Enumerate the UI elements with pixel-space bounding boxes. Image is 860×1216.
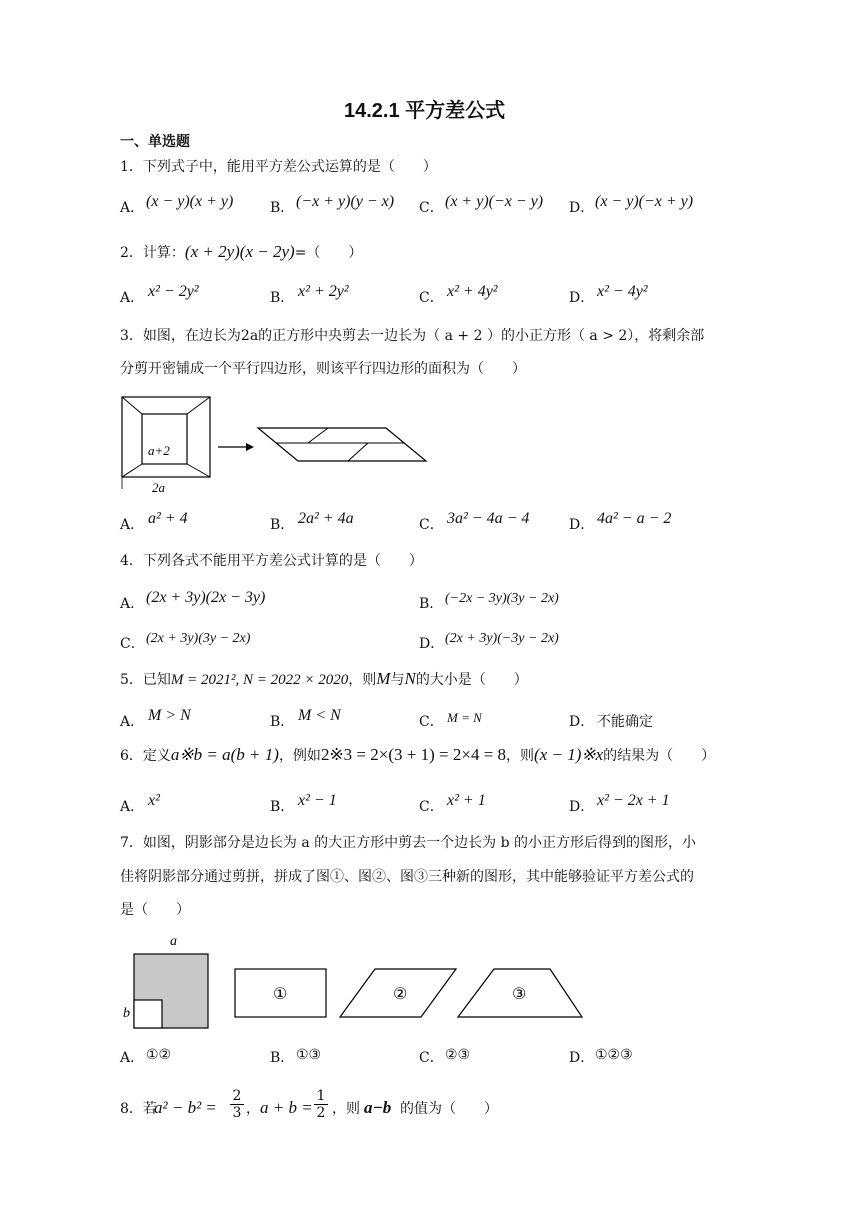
q7-option-a-expr: ①② — [146, 1047, 172, 1063]
q2-option-a-label: A． — [120, 290, 145, 306]
q6-option-b-label: B． — [270, 799, 295, 815]
q5-option-b-label: B． — [270, 714, 295, 730]
q6-option-d-expr: x² − 2x + 1 — [597, 792, 670, 809]
question-6-stem: 6．定义a※b = a(b + 1)，例如2※3 = 2×(3 + 1) = 2×4 = 8，则(x − 1)※x的结果为（ ） — [120, 745, 716, 764]
q2-prefix: 2．计算： — [120, 245, 185, 261]
cutout-small-square — [134, 1000, 162, 1028]
parallelogram — [258, 428, 426, 461]
q2-option-d-label: D． — [569, 290, 595, 306]
question-2-stem — [120, 243, 362, 262]
q1-option-c-label: C． — [419, 200, 444, 216]
q1-option-d-label: D． — [569, 200, 595, 216]
q6-option-b-expr: x² − 1 — [298, 792, 337, 809]
q4-option-a-expr: (2x + 3y)(2x − 3y) — [146, 589, 266, 606]
q5-option-a-label: A． — [120, 714, 145, 730]
q7-option-c-label: C． — [419, 1050, 444, 1066]
q5-option-b-expr: M < N — [298, 707, 341, 724]
page-title: 14.2.1 平方差公式 — [344, 100, 506, 122]
q3-option-a-label: A． — [120, 517, 145, 533]
q1-option-a-label: A． — [120, 200, 145, 216]
question-4-stem: 4．下列各式不能用平方差公式计算的是（ ） — [120, 553, 423, 569]
q6-expression: (x − 1)※x — [534, 745, 604, 764]
q3-option-d-label: D． — [569, 517, 595, 533]
q1-option-d-expr: (x − y)(−x + y) — [595, 193, 694, 210]
q6-option-a-expr: x² — [148, 792, 160, 809]
q4-option-b-label: B． — [419, 596, 444, 612]
figure-3-label: ③ — [512, 986, 527, 1003]
q4-option-d-expr: (2x + 3y)(−3y − 2x) — [445, 631, 559, 646]
question-5-stem: 5．已知M = 2021², N = 2022 × 2020，则M与N的大小是（ ） — [120, 669, 528, 688]
q2-expression: (x + 2y)(x − 2y) — [184, 242, 295, 261]
q7-option-b-label: B． — [270, 1050, 295, 1066]
q3-option-b-label: B． — [270, 517, 295, 533]
q3-option-a-expr: a² + 4 — [148, 510, 188, 527]
q6-example: 2※3 = 2×(3 + 1) = 2×4 = 8 — [320, 745, 507, 764]
question-7-line-2: 佳将阴影部分通过剪拼，拼成了图①、图②、图③三种新的图形，其中能够验证平方差公式的 — [120, 869, 694, 885]
q5-option-c-label: C． — [419, 714, 444, 730]
q8-expression-2: a + b = — [260, 1098, 313, 1117]
q5-option-d-label: D． — [569, 714, 595, 730]
q3-option-d-expr: 4a² − a − 2 — [597, 510, 672, 527]
q2-option-b-label: B． — [270, 290, 295, 306]
q3-option-c-expr: 3a² − 4a − 4 — [447, 510, 530, 527]
q6-option-c-label: C． — [419, 799, 444, 815]
q8-fraction-2: 1 2 — [314, 1088, 328, 1121]
question-3-figure — [118, 393, 438, 495]
question-4-options — [120, 589, 740, 659]
q4-option-c-expr: (2x + 3y)(3y − 2x) — [146, 631, 251, 646]
question-3-line-2: 分剪开密铺成一个平行四边形，则该平行四边形的面积为（ ） — [120, 361, 526, 377]
question-8-stem: 8．若 a² − b² = 2 3 ， a + b = 1 2 ，则 a−b 的值为（ ） — [120, 1088, 498, 1121]
section-heading: 一、单选题 — [120, 133, 190, 149]
q1-option-c-expr: (x + y)(−x − y) — [445, 193, 544, 210]
q8-expression-1: a² − b² = — [154, 1098, 217, 1117]
q3-option-b-expr: 2a² + 4a — [298, 510, 354, 527]
q7-option-b-expr: ①③ — [296, 1047, 322, 1063]
q6-option-c-expr: x² + 1 — [447, 792, 486, 809]
q1-option-a-expr: (x − y)(x + y) — [146, 193, 234, 210]
q2-option-b-expr: x² + 2y² — [298, 283, 349, 300]
outer-square — [122, 397, 210, 477]
question-7-figure — [118, 928, 738, 1032]
q3-option-c-label: C． — [419, 517, 444, 533]
q7-option-a-label: A． — [120, 1050, 145, 1066]
q8-fraction-1: 2 3 — [230, 1088, 244, 1121]
q2-option-c-label: C． — [419, 290, 444, 306]
q2-option-a-expr: x² − 2y² — [148, 283, 199, 300]
q4-option-c-label: C． — [120, 636, 145, 652]
inner-side-label: a+2 — [148, 443, 170, 458]
q5-option-c-expr: M = N — [447, 710, 482, 725]
figure-1-label: ① — [273, 986, 288, 1003]
q5-option-a-expr: M > N — [148, 707, 191, 724]
q7-option-d-expr: ①②③ — [595, 1047, 633, 1063]
outer-side-label: 2a — [152, 480, 165, 495]
side-a-label: a — [170, 934, 177, 949]
q5-option-d-expr: 不能确定 — [597, 714, 653, 730]
q8-expression-3: a−b — [364, 1098, 392, 1117]
figure-2-label: ② — [393, 986, 408, 1003]
q6-definition: a※b = a(b + 1) — [170, 745, 279, 764]
q7-option-c-expr: ②③ — [445, 1047, 471, 1063]
q4-option-d-label: D． — [419, 636, 445, 652]
q6-option-a-label: A． — [120, 799, 145, 815]
q7-option-d-label: D． — [569, 1050, 595, 1066]
question-7-line-1: 7．如图，阴影部分是边长为 a 的大正方形中剪去一个边长为 b 的小正方形后得到的图形，小 — [120, 835, 697, 851]
q2-option-c-expr: x² + 4y² — [447, 283, 498, 300]
question-1-stem: 1．下列式子中，能用平方差公式运算的是（ ） — [120, 159, 437, 175]
question-7-line-3: 是（ ） — [120, 902, 190, 918]
q5-expression: M = 2021², N = 2022 × 2020 — [170, 672, 349, 688]
q4-option-a-label: A． — [120, 596, 145, 612]
q1-option-b-expr: (−x + y)(y − x) — [296, 193, 395, 210]
q1-option-b-label: B． — [270, 200, 295, 216]
q2-suffix: =（ ） — [294, 245, 363, 261]
question-3-line-1: 3．如图，在边长为2a的正方形中央剪去一边长为（ a + 2 ）的小正方形（ a > 2），将剩余部 — [120, 328, 705, 344]
side-b-label: b — [123, 1006, 130, 1021]
q2-option-d-expr: x² − 4y² — [597, 283, 648, 300]
q6-option-d-label: D． — [569, 799, 595, 815]
q4-option-b-expr: (−2x − 3y)(3y − 2x) — [445, 591, 559, 606]
